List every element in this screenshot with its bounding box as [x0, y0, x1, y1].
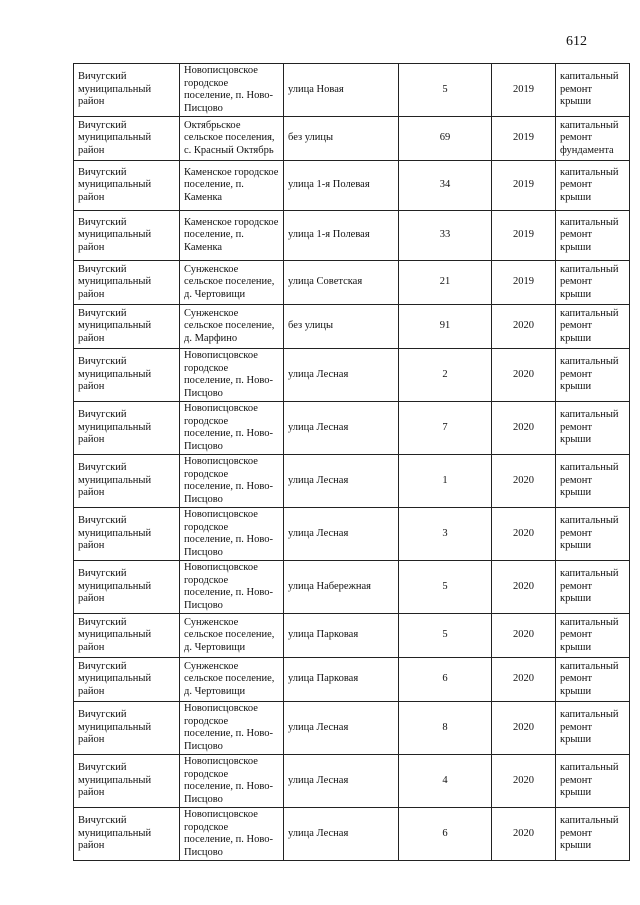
settlement-cell: Каменское городское поселение, п. Каменка	[180, 161, 284, 211]
work-type-cell: капитальный ремонт крыши	[556, 349, 630, 402]
year-cell: 2019	[492, 64, 556, 117]
table-row	[74, 161, 630, 211]
street-cell: улица Парковая	[284, 614, 399, 658]
work-type-cell: капитальный ремонт крыши	[556, 64, 630, 117]
work-type-cell: капитальный ремонт крыши	[556, 808, 630, 861]
district-cell: Вичугский муниципальный район	[74, 755, 180, 808]
year-cell: 2019	[492, 161, 556, 211]
house-number-cell: 6	[399, 658, 492, 702]
house-number-cell: 5	[399, 614, 492, 658]
settlement-cell: Сунженское сельское поселение, д. Чертовищи	[180, 614, 284, 658]
house-number-cell: 7	[399, 402, 492, 455]
table-row	[74, 508, 630, 561]
street-cell: улица Советская	[284, 261, 399, 305]
year-cell: 2020	[492, 402, 556, 455]
district-cell: Вичугский муниципальный район	[74, 658, 180, 702]
street-cell: улица 1-я Полевая	[284, 211, 399, 261]
table-row	[74, 64, 630, 117]
table-row	[74, 349, 630, 402]
work-type-cell: капитальный ремонт крыши	[556, 211, 630, 261]
table-row	[74, 755, 630, 808]
work-type-cell: капитальный ремонт крыши	[556, 508, 630, 561]
year-cell: 2020	[492, 702, 556, 755]
district-cell: Вичугский муниципальный район	[74, 808, 180, 861]
year-cell: 2020	[492, 305, 556, 349]
district-cell: Вичугский муниципальный район	[74, 455, 180, 508]
district-cell: Вичугский муниципальный район	[74, 64, 180, 117]
house-number-cell: 34	[399, 161, 492, 211]
street-cell: улица Набережная	[284, 561, 399, 614]
work-type-cell: капитальный ремонт крыши	[556, 261, 630, 305]
table-row	[74, 614, 630, 658]
work-type-cell: капитальный ремонт крыши	[556, 702, 630, 755]
table-row	[74, 702, 630, 755]
district-cell: Вичугский муниципальный район	[74, 402, 180, 455]
street-cell: улица Лесная	[284, 402, 399, 455]
house-number-cell: 33	[399, 211, 492, 261]
table-row	[74, 261, 630, 305]
street-cell: улица Парковая	[284, 658, 399, 702]
work-type-cell: капитальный ремонт крыши	[556, 561, 630, 614]
district-cell: Вичугский муниципальный район	[74, 561, 180, 614]
table-row	[74, 658, 630, 702]
house-number-cell: 4	[399, 755, 492, 808]
work-type-cell: капитальный ремонт крыши	[556, 305, 630, 349]
page-number: 612	[566, 34, 587, 49]
settlement-cell: Каменское городское поселение, п. Каменка	[180, 211, 284, 261]
district-cell: Вичугский муниципальный район	[74, 508, 180, 561]
table-body	[74, 64, 630, 861]
street-cell: улица Лесная	[284, 808, 399, 861]
district-cell: Вичугский муниципальный район	[74, 261, 180, 305]
district-cell: Вичугский муниципальный район	[74, 117, 180, 161]
house-number-cell: 3	[399, 508, 492, 561]
work-type-cell: капитальный ремонт крыши	[556, 614, 630, 658]
year-cell: 2019	[492, 211, 556, 261]
street-cell: без улицы	[284, 117, 399, 161]
work-type-cell: капитальный ремонт фундамента	[556, 117, 630, 161]
work-type-cell: капитальный ремонт крыши	[556, 455, 630, 508]
work-type-cell: капитальный ремонт крыши	[556, 161, 630, 211]
settlement-cell: Новописцовское городское поселение, п. Ново-Писцово	[180, 702, 284, 755]
table-row	[74, 211, 630, 261]
year-cell: 2020	[492, 808, 556, 861]
year-cell: 2020	[492, 508, 556, 561]
year-cell: 2020	[492, 614, 556, 658]
settlement-cell: Новописцовское городское поселение, п. Ново-Писцово	[180, 561, 284, 614]
settlement-cell: Сунженское сельское поселение, д. Чертовищи	[180, 658, 284, 702]
street-cell: улица Лесная	[284, 755, 399, 808]
table-row	[74, 305, 630, 349]
settlement-cell: Октябрьское сельское поселения, с. Красный Октябрь	[180, 117, 284, 161]
house-number-cell: 1	[399, 455, 492, 508]
street-cell: улица 1-я Полевая	[284, 161, 399, 211]
street-cell: улица Новая	[284, 64, 399, 117]
year-cell: 2019	[492, 261, 556, 305]
year-cell: 2020	[492, 658, 556, 702]
year-cell: 2019	[492, 117, 556, 161]
year-cell: 2020	[492, 455, 556, 508]
settlement-cell: Новописцовское городское поселение, п. Ново-Писцово	[180, 402, 284, 455]
work-type-cell: капитальный ремонт крыши	[556, 402, 630, 455]
house-number-cell: 2	[399, 349, 492, 402]
table-row	[74, 455, 630, 508]
year-cell: 2020	[492, 561, 556, 614]
house-number-cell: 8	[399, 702, 492, 755]
year-cell: 2020	[492, 349, 556, 402]
house-number-cell: 69	[399, 117, 492, 161]
district-cell: Вичугский муниципальный район	[74, 614, 180, 658]
district-cell: Вичугский муниципальный район	[74, 349, 180, 402]
settlement-cell: Новописцовское городское поселение, п. Ново-Писцово	[180, 64, 284, 117]
settlement-cell: Новописцовское городское поселение, п. Ново-Писцово	[180, 755, 284, 808]
work-type-cell: капитальный ремонт крыши	[556, 658, 630, 702]
district-cell: Вичугский муниципальный район	[74, 211, 180, 261]
table-row	[74, 561, 630, 614]
settlement-cell: Новописцовское городское поселение, п. Ново-Писцово	[180, 508, 284, 561]
year-cell: 2020	[492, 755, 556, 808]
table-row	[74, 808, 630, 861]
house-number-cell: 21	[399, 261, 492, 305]
district-cell: Вичугский муниципальный район	[74, 161, 180, 211]
district-cell: Вичугский муниципальный район	[74, 702, 180, 755]
street-cell: улица Лесная	[284, 349, 399, 402]
settlement-cell: Сунженское сельское поселение, д. Чертовищи	[180, 261, 284, 305]
house-number-cell: 5	[399, 561, 492, 614]
street-cell: улица Лесная	[284, 508, 399, 561]
table-row	[74, 117, 630, 161]
house-number-cell: 6	[399, 808, 492, 861]
district-cell: Вичугский муниципальный район	[74, 305, 180, 349]
table-row	[74, 402, 630, 455]
street-cell: улица Лесная	[284, 455, 399, 508]
house-number-cell: 91	[399, 305, 492, 349]
street-cell: улица Лесная	[284, 702, 399, 755]
house-number-cell: 5	[399, 64, 492, 117]
settlement-cell: Новописцовское городское поселение, п. Ново-Писцово	[180, 349, 284, 402]
settlement-cell: Новописцовское городское поселение, п. Ново-Писцово	[180, 455, 284, 508]
street-cell: без улицы	[284, 305, 399, 349]
settlement-cell: Сунженское сельское поселение, д. Марфино	[180, 305, 284, 349]
work-type-cell: капитальный ремонт крыши	[556, 755, 630, 808]
repair-schedule-table	[73, 63, 630, 861]
settlement-cell: Новописцовское городское поселение, п. Ново-Писцово	[180, 808, 284, 861]
